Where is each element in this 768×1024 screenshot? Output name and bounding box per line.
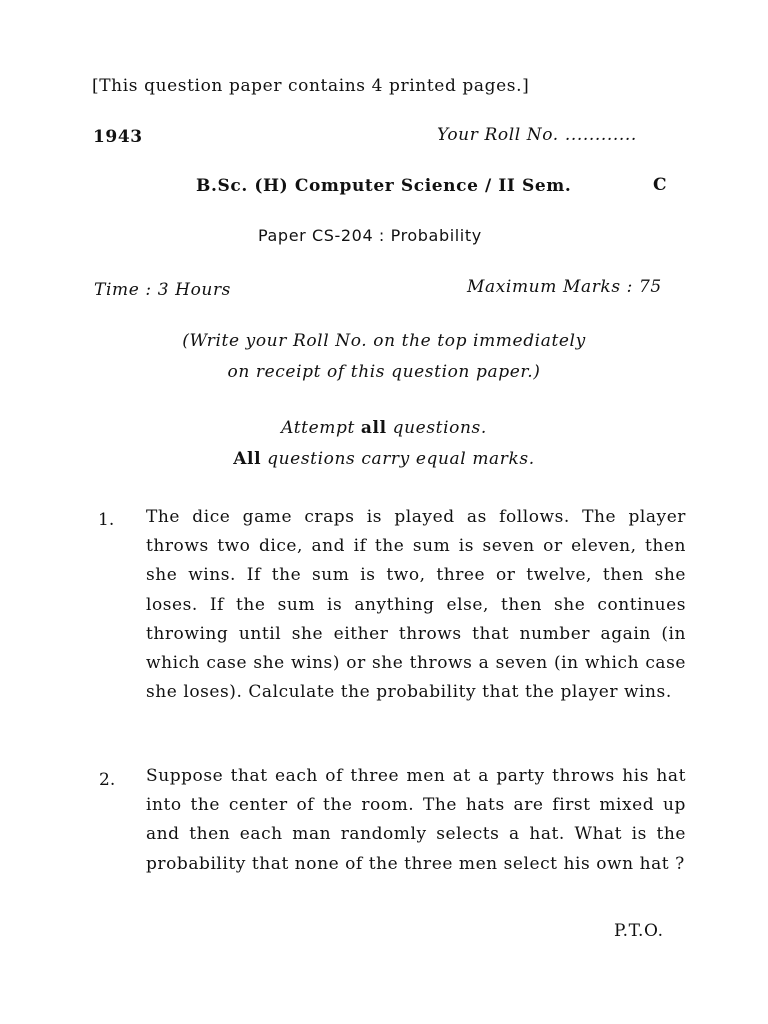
equal-bold: All <box>233 449 262 469</box>
attempt-bold: all <box>360 418 387 438</box>
paper-title: Paper CS-204 : Probability <box>258 226 482 245</box>
set-code: C <box>653 175 668 195</box>
question-1-number: 1. <box>98 510 115 530</box>
time-label: Time <box>94 280 140 300</box>
course-title: B.Sc. (H) Computer Science / II Sem. <box>196 176 572 196</box>
question-2-number: 2. <box>99 770 116 790</box>
time-info: Time : 3 Hours <box>94 280 231 300</box>
marks-label: Maximum Marks <box>467 277 621 297</box>
pto-label: P.T.O. <box>614 921 664 941</box>
roll-instruction-line-2: on receipt of this question paper.) <box>227 362 541 382</box>
paper-code: 1943 <box>93 127 143 147</box>
question-1-text: The dice game craps is played as follows. The player throws two dice, and if the sum is seven or eleven, then she wins. If the sum is two, three or twelve, then she loses. If the sum is anything else, then she continues throwing until she either throws that number again (in which case she wins) or she throws a seven (in which case she loses). Calculate the probability that the player wins. <box>146 507 686 703</box>
attempt-instruction <box>0 418 768 438</box>
marks-instruction <box>0 449 768 469</box>
equal-post: questions carry equal marks. <box>267 449 535 469</box>
marks-value: 75 <box>639 277 662 297</box>
marks-info: Maximum Marks : 75 <box>467 277 662 297</box>
roll-number-dots: ............ <box>564 125 637 145</box>
page-count-note: [This question paper contains 4 printed pages.] <box>92 76 530 96</box>
attempt-post: questions. <box>392 418 487 438</box>
roll-number-label: Your Roll No. <box>437 125 559 145</box>
roll-number-field <box>437 125 637 145</box>
question-2-text: Suppose that each of three men at a party throws his hat into the center of the room. The hats are first mixed up and then each man randomly selects a hat. What is the probability that none of the three men select his own hat ? <box>146 766 686 874</box>
time-value: 3 Hours <box>157 280 231 300</box>
roll-instruction-line-1: (Write your Roll No. on the top immediately <box>182 331 586 351</box>
attempt-pre: Attempt <box>281 418 355 438</box>
